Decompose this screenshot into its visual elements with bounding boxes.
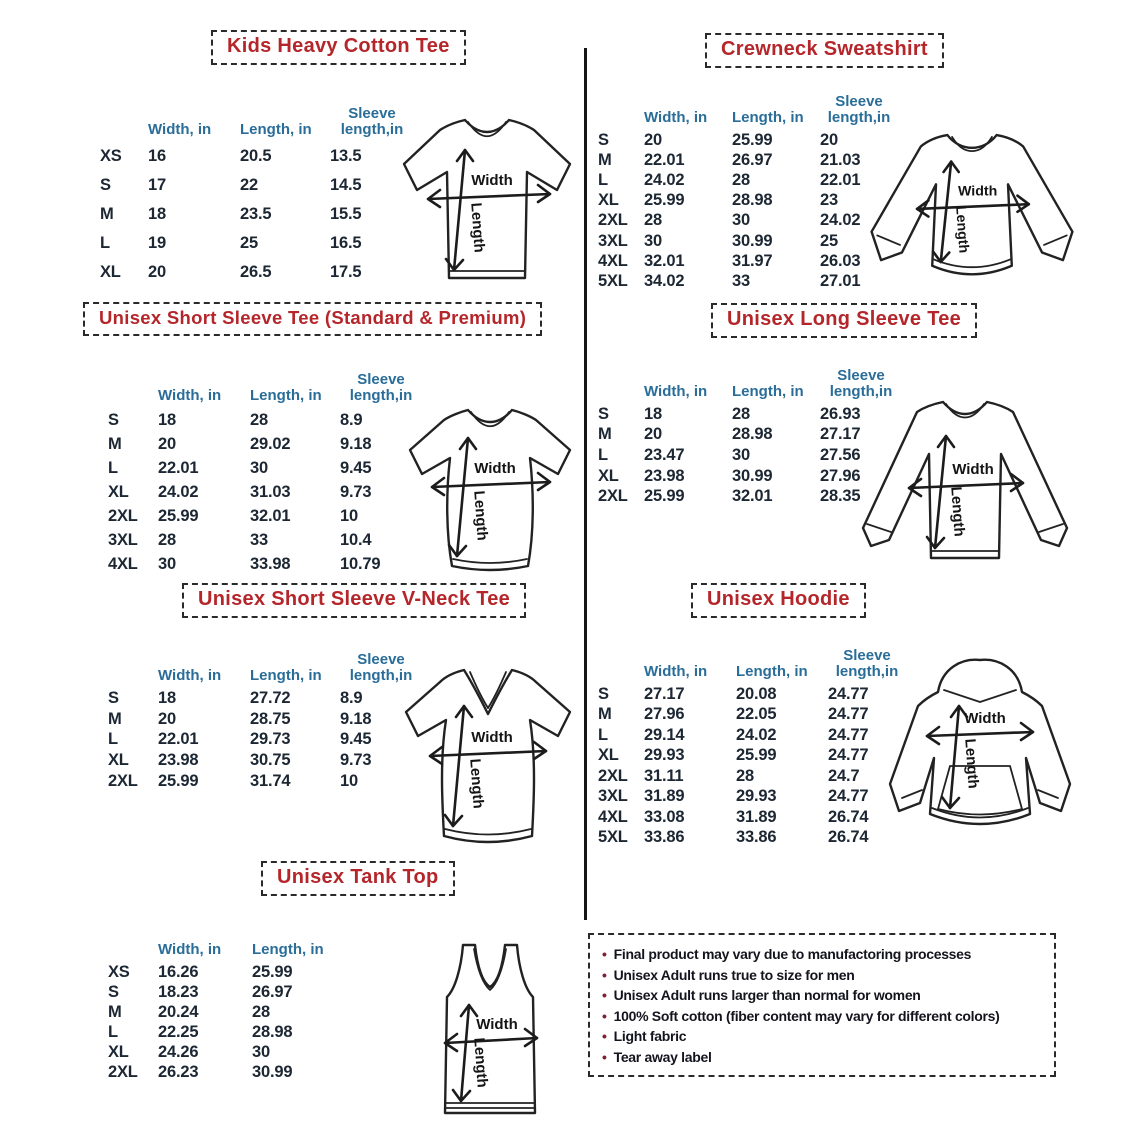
- length-cell: 30.99: [732, 466, 773, 485]
- size-cell: S: [598, 404, 609, 423]
- crewneck-table: [598, 82, 898, 292]
- width-cell: 18: [158, 688, 176, 707]
- width-header: Width, in: [158, 667, 222, 684]
- length-cell: 28: [736, 766, 754, 785]
- width-cell: 23.98: [158, 751, 199, 770]
- sleeve-cell: 24.77: [828, 746, 869, 765]
- size-cell: 4XL: [598, 807, 628, 826]
- long-sleeve-title: Unisex Long Sleeve Tee: [711, 303, 977, 338]
- table-row: [108, 408, 422, 432]
- sleeve-cell: 9.73: [340, 751, 372, 770]
- sleeve-cell: 9.45: [340, 730, 372, 749]
- length-cell: 28: [250, 410, 268, 429]
- length-cell: 30: [732, 445, 750, 464]
- sleeve-cell: 24.7: [828, 766, 860, 785]
- note-item: [602, 1047, 1044, 1068]
- width-cell: 20: [158, 434, 176, 453]
- sleeve-header: Sleeve length,in: [827, 92, 891, 126]
- length-header: Length, in: [732, 383, 804, 400]
- table-row: [598, 725, 906, 746]
- sleeve-cell: 24.77: [828, 787, 869, 806]
- sleeve-cell: 24.02: [820, 211, 861, 230]
- tank-table: [108, 912, 344, 1082]
- length-header: Length, in: [736, 663, 808, 680]
- width-cell: 32.01: [644, 251, 685, 270]
- size-cell: XL: [598, 191, 619, 210]
- sleeve-cell: 24.77: [828, 684, 869, 703]
- sleeve-cell: 13.5: [330, 147, 362, 165]
- size-cell: M: [108, 709, 122, 728]
- length-label: Length: [470, 490, 491, 542]
- length-cell: 25.99: [252, 962, 293, 981]
- width-cell: 25.99: [158, 506, 199, 525]
- size-cell: 5XL: [598, 828, 628, 847]
- width-label: Width: [471, 172, 513, 189]
- length-cell: 29.73: [250, 730, 291, 749]
- size-cell: S: [598, 684, 609, 703]
- table-row: [598, 231, 898, 251]
- length-cell: 23.5: [240, 205, 272, 223]
- width-cell: 18: [148, 205, 166, 223]
- table-row: [108, 730, 422, 751]
- size-cell: L: [108, 1022, 118, 1041]
- size-cell: S: [108, 982, 119, 1001]
- length-cell: 29.02: [250, 434, 291, 453]
- bullet-icon: •: [602, 1048, 607, 1065]
- length-cell: 28.98: [732, 191, 773, 210]
- table-row: [108, 709, 422, 730]
- width-cell: 22.01: [158, 730, 199, 749]
- table-row: [100, 258, 414, 287]
- sleeve-cell: 27.17: [820, 425, 861, 444]
- table-row: [108, 456, 422, 480]
- bullet-icon: •: [602, 987, 607, 1003]
- sleeve-header: Sleeve length,in: [340, 104, 404, 138]
- size-cell: L: [598, 170, 608, 189]
- size-col-spacer: [108, 958, 158, 962]
- length-cell: 26.97: [732, 150, 773, 169]
- width-cell: 20.24: [158, 1002, 199, 1021]
- size-cell: 2XL: [598, 487, 628, 506]
- product-notes-box: [588, 933, 1056, 1077]
- table-row: [598, 807, 906, 828]
- width-cell: 31.11: [644, 766, 684, 785]
- tank-header-row: [108, 912, 344, 962]
- size-cell: M: [100, 205, 114, 223]
- table-row: [598, 684, 906, 705]
- length-cell: 28.98: [732, 425, 773, 444]
- size-col-spacer: [100, 138, 148, 142]
- size-cell: XL: [108, 1042, 129, 1061]
- length-cell: 30.99: [732, 231, 773, 250]
- note-text: Unisex Adult runs true to size for men: [613, 966, 855, 983]
- kids-tee-illustration: [392, 106, 582, 292]
- width-cell: 30: [158, 554, 176, 573]
- note-text: 100% Soft cotton (fiber content may vary for different colors): [613, 1007, 1000, 1024]
- table-row: [108, 432, 422, 456]
- hoodie-table: [598, 634, 906, 848]
- width-cell: 22.01: [644, 150, 685, 169]
- length-cell: 29.93: [736, 787, 777, 806]
- size-cell: 3XL: [598, 231, 628, 250]
- sleeve-cell: 8.9: [340, 688, 363, 707]
- size-cell: XL: [108, 751, 129, 770]
- width-cell: 27.96: [644, 705, 685, 724]
- length-cell: 30: [732, 211, 750, 230]
- sleeve-cell: 27.01: [820, 271, 861, 290]
- note-item: [602, 1026, 1044, 1047]
- table-row: [100, 142, 414, 171]
- length-label: Length: [961, 738, 982, 790]
- width-cell: 23.47: [644, 445, 685, 464]
- length-header: Length, in: [250, 387, 322, 404]
- table-row: [598, 828, 906, 849]
- table-row: [100, 229, 414, 258]
- width-label: Width: [958, 183, 998, 200]
- sleeve-cell: 20: [820, 130, 838, 149]
- sleeve-cell: 23: [820, 191, 838, 210]
- length-cell: 33: [250, 530, 268, 549]
- width-cell: 20: [644, 130, 662, 149]
- length-label: Length: [470, 1037, 491, 1089]
- width-cell: 22.01: [158, 458, 199, 477]
- size-cell: M: [598, 705, 612, 724]
- table-row: [108, 504, 422, 528]
- size-cell: 2XL: [108, 506, 138, 525]
- size-cell: M: [598, 150, 612, 169]
- length-cell: 25.99: [732, 130, 773, 149]
- size-cell: M: [108, 1002, 122, 1021]
- length-cell: 31.89: [736, 807, 777, 826]
- sleeve-cell: 26.93: [820, 404, 861, 423]
- length-label: Length: [467, 202, 488, 254]
- tank-top-illustration: [415, 935, 565, 1130]
- table-row: [108, 771, 422, 792]
- width-header: Width, in: [644, 109, 708, 126]
- size-cell: XS: [108, 962, 130, 981]
- size-cell: 3XL: [598, 787, 628, 806]
- table-row: [108, 688, 422, 709]
- bullet-icon: •: [602, 946, 607, 962]
- table-row: [598, 130, 898, 150]
- size-cell: L: [598, 445, 608, 464]
- width-cell: 29.14: [644, 725, 685, 744]
- size-col-spacer: [108, 404, 158, 408]
- length-cell: 30.99: [252, 1062, 293, 1081]
- sleeve-cell: 21.03: [820, 150, 861, 169]
- width-cell: 20: [158, 709, 176, 728]
- vneck-illustration: [396, 658, 581, 848]
- vneck-title: Unisex Short Sleeve V-Neck Tee: [182, 583, 526, 618]
- size-cell: S: [108, 410, 119, 429]
- width-cell: 18: [644, 404, 662, 423]
- size-cell: M: [108, 434, 122, 453]
- table-row: [108, 750, 422, 771]
- length-cell: 30.75: [250, 751, 291, 770]
- length-cell: 20.08: [736, 684, 777, 703]
- length-cell: 33.98: [250, 554, 291, 573]
- width-header: Width, in: [158, 387, 222, 404]
- size-cell: 4XL: [598, 251, 628, 270]
- width-cell: 17: [148, 176, 166, 194]
- sleeve-cell: 10.79: [340, 554, 381, 573]
- size-cell: XS: [100, 147, 122, 165]
- hoodie-title: Unisex Hoodie: [691, 583, 866, 618]
- size-cell: 2XL: [108, 1062, 138, 1081]
- table-row: [108, 1042, 344, 1062]
- length-header: Length, in: [240, 121, 312, 138]
- table-row: [108, 962, 344, 982]
- size-cell: L: [100, 234, 110, 252]
- width-label: Width: [964, 710, 1006, 727]
- length-cell: 26.5: [240, 263, 272, 281]
- crewneck-header-row: [598, 82, 898, 130]
- table-row: [108, 1002, 344, 1022]
- table-row: [100, 171, 414, 200]
- tank-title: Unisex Tank Top: [261, 861, 455, 896]
- width-cell: 18: [158, 410, 176, 429]
- table-row: [598, 251, 898, 271]
- sleeve-cell: 8.9: [340, 410, 363, 429]
- length-cell: 31.03: [250, 482, 291, 501]
- bullet-icon: •: [602, 1028, 607, 1044]
- length-cell: 30: [252, 1042, 270, 1061]
- table-row: [108, 1022, 344, 1042]
- std-tee-illustration: [398, 398, 583, 578]
- std-tee-title: Unisex Short Sleeve Tee (Standard & Premium): [83, 302, 542, 336]
- sleeve-cell: 27.56: [820, 445, 861, 464]
- width-cell: 24.26: [158, 1042, 199, 1061]
- length-cell: 24.02: [736, 725, 777, 744]
- std-tee-header-row: [108, 352, 422, 408]
- width-cell: 23.98: [644, 466, 685, 485]
- size-cell: XL: [598, 746, 619, 765]
- width-cell: 24.02: [644, 170, 685, 189]
- width-cell: 25.99: [644, 191, 685, 210]
- length-cell: 25.99: [736, 746, 777, 765]
- width-cell: 16: [148, 147, 166, 165]
- table-row: [108, 528, 422, 552]
- sleeve-cell: 9.18: [340, 709, 372, 728]
- size-col-spacer: [598, 126, 644, 130]
- width-label: Width: [476, 1016, 518, 1033]
- crewneck-title: Crewneck Sweatshirt: [705, 33, 944, 68]
- vneck-header-row: [108, 632, 422, 688]
- width-cell: 29.93: [644, 746, 685, 765]
- width-cell: 31.89: [644, 787, 685, 806]
- table-row: [598, 271, 898, 291]
- length-cell: 20.5: [240, 147, 272, 165]
- note-text: Tear away label: [613, 1048, 712, 1065]
- width-label: Width: [474, 460, 516, 477]
- table-row: [598, 170, 898, 190]
- size-cell: 2XL: [108, 772, 138, 791]
- sleeve-header: Sleeve length,in: [349, 370, 413, 404]
- width-header: Width, in: [644, 383, 708, 400]
- length-cell: 28: [252, 1002, 270, 1021]
- table-row: [598, 705, 906, 726]
- length-cell: 22.05: [736, 705, 777, 724]
- table-row: [598, 211, 898, 231]
- length-header: Length, in: [732, 109, 804, 126]
- table-row: [598, 191, 898, 211]
- table-row: [598, 150, 898, 170]
- vneck-table: [108, 632, 422, 792]
- width-cell: 19: [148, 234, 166, 252]
- kids-tee-header-row: [100, 84, 414, 142]
- length-cell: 28: [732, 404, 750, 423]
- length-label: Length: [947, 486, 968, 538]
- length-cell: 27.72: [250, 688, 291, 707]
- sleeve-cell: 25: [820, 231, 838, 250]
- kids-tee-title: Kids Heavy Cotton Tee: [211, 30, 466, 65]
- size-col-spacer: [598, 400, 644, 404]
- length-header: Length, in: [250, 667, 322, 684]
- hoodie-header-row: [598, 634, 906, 684]
- table-row: [598, 787, 906, 808]
- sleeve-cell: 9.45: [340, 458, 372, 477]
- note-text: Final product may vary due to manufactoring processes: [613, 946, 972, 962]
- width-label: Width: [471, 729, 513, 746]
- table-row: [598, 746, 906, 767]
- sleeve-header: Sleeve length,in: [835, 646, 899, 680]
- width-cell: 25.99: [158, 772, 199, 791]
- size-cell: L: [108, 730, 118, 749]
- sleeve-header: Sleeve length,in: [349, 650, 413, 684]
- note-item: [602, 965, 1044, 986]
- sleeve-cell: 24.77: [828, 705, 869, 724]
- width-header: Width, in: [148, 121, 212, 138]
- length-cell: 32.01: [250, 506, 291, 525]
- table-row: [108, 552, 422, 576]
- sleeve-cell: 27.96: [820, 466, 861, 485]
- size-cell: 2XL: [598, 766, 628, 785]
- width-cell: 22.25: [158, 1022, 199, 1041]
- width-cell: 30: [644, 231, 662, 250]
- width-header: Width, in: [644, 663, 708, 680]
- width-header: Width, in: [158, 941, 222, 958]
- size-col-spacer: [108, 684, 158, 688]
- table-row: [598, 766, 906, 787]
- hoodie-illustration: [880, 652, 1080, 857]
- size-cell: XL: [108, 482, 129, 501]
- width-cell: 27.17: [644, 684, 685, 703]
- sleeve-cell: 22.01: [820, 170, 861, 189]
- sleeve-cell: 24.77: [828, 725, 869, 744]
- sleeve-cell: 10: [340, 772, 358, 791]
- width-cell: 33.08: [644, 807, 685, 826]
- width-cell: 34.02: [644, 271, 685, 290]
- sleeve-cell: 9.73: [340, 482, 372, 501]
- length-cell: 25: [240, 234, 258, 252]
- note-text: Light fabric: [613, 1028, 687, 1044]
- size-cell: XL: [100, 263, 121, 281]
- sleeve-cell: 26.74: [828, 828, 869, 847]
- width-cell: 20: [148, 263, 166, 281]
- length-header: Length, in: [252, 941, 324, 958]
- size-cell: M: [598, 425, 612, 444]
- table-row: [108, 1062, 344, 1082]
- sleeve-cell: 15.5: [330, 205, 362, 223]
- size-col-spacer: [598, 680, 644, 684]
- width-cell: 25.99: [644, 487, 685, 506]
- sleeve-cell: 28.35: [820, 487, 861, 506]
- length-label: Length: [952, 205, 972, 254]
- width-cell: 16.26: [158, 962, 199, 981]
- bullet-icon: •: [602, 966, 607, 983]
- length-cell: 26.97: [252, 982, 293, 1001]
- width-cell: 33.86: [644, 828, 685, 847]
- width-cell: 26.23: [158, 1062, 199, 1081]
- sleeve-cell: 10: [340, 506, 358, 525]
- std-tee-table: [108, 352, 422, 576]
- long-sleeve-illustration: [845, 388, 1085, 583]
- crewneck-illustration: [858, 118, 1086, 298]
- width-cell: 18.23: [158, 982, 199, 1001]
- length-cell: 28.98: [252, 1022, 293, 1041]
- column-divider: [584, 48, 587, 920]
- note-item: [602, 944, 1044, 965]
- kids-tee-table: [100, 84, 414, 287]
- length-cell: 28: [732, 170, 750, 189]
- width-label: Width: [952, 461, 994, 478]
- length-cell: 32.01: [732, 487, 773, 506]
- width-cell: 20: [644, 425, 662, 444]
- size-cell: 4XL: [108, 554, 138, 573]
- length-cell: 22: [240, 176, 258, 194]
- sleeve-header: Sleeve length,in: [829, 366, 893, 400]
- note-text: Unisex Adult runs larger than normal for women: [613, 987, 921, 1003]
- length-cell: 31.97: [732, 251, 773, 270]
- table-row: [100, 200, 414, 229]
- length-cell: 28.75: [250, 709, 291, 728]
- note-item: [602, 985, 1044, 1006]
- table-row: [108, 480, 422, 504]
- size-cell: S: [108, 688, 119, 707]
- bullet-icon: •: [602, 1007, 607, 1024]
- length-cell: 33: [732, 271, 750, 290]
- size-cell: 2XL: [598, 211, 628, 230]
- width-cell: 28: [158, 530, 176, 549]
- note-item: [602, 1006, 1044, 1027]
- size-cell: 5XL: [598, 271, 628, 290]
- width-cell: 24.02: [158, 482, 199, 501]
- size-cell: XL: [598, 466, 619, 485]
- table-row: [108, 982, 344, 1002]
- sleeve-cell: 26.03: [820, 251, 861, 270]
- sleeve-cell: 9.18: [340, 434, 372, 453]
- length-cell: 31.74: [250, 772, 291, 791]
- sleeve-cell: 14.5: [330, 176, 362, 194]
- sleeve-cell: 26.74: [828, 807, 869, 826]
- size-cell: 3XL: [108, 530, 138, 549]
- sleeve-cell: 16.5: [330, 234, 362, 252]
- width-cell: 28: [644, 211, 662, 230]
- sleeve-cell: 17.5: [330, 263, 362, 281]
- length-cell: 33.86: [736, 828, 777, 847]
- sleeve-cell: 10.4: [340, 530, 372, 549]
- size-cell: L: [108, 458, 118, 477]
- length-label: Length: [466, 758, 487, 810]
- length-cell: 30: [250, 458, 268, 477]
- size-cell: S: [100, 176, 111, 194]
- size-cell: L: [598, 725, 608, 744]
- size-cell: S: [598, 130, 609, 149]
